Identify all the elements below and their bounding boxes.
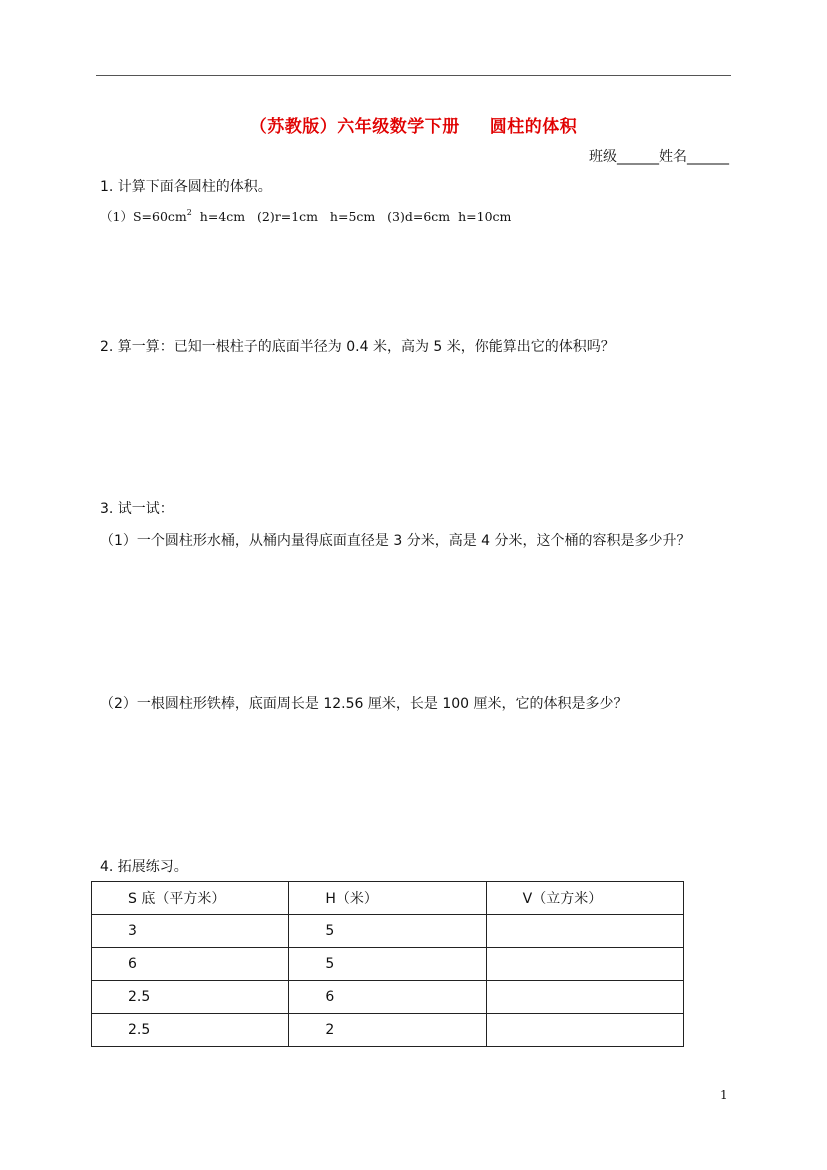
- table-cell: 5: [289, 948, 486, 981]
- table-header-row: [92, 882, 684, 915]
- table-row: [92, 981, 684, 1014]
- table-cell: 2: [289, 1014, 486, 1047]
- q1-sub1-post: h=4cm (2)r=1cm h=5cm (3)d=6cm h=10cm: [191, 209, 512, 224]
- table-header-cell: S 底（平方米）: [92, 882, 289, 915]
- question-3: 3. 试一试：: [100, 501, 174, 517]
- question-2: 2. 算一算：已知一根柱子的底面半径为 0.4 米，高为 5 米，你能算出它的体积吗？: [100, 339, 615, 355]
- question-3-part-2: （2）一根圆柱形铁棒，底面周长是 12.56 厘米，长是 100 厘米，它的体积是多少？: [100, 696, 628, 712]
- table-header-cell: V（立方米）: [486, 882, 683, 915]
- table-cell: 6: [92, 948, 289, 981]
- q1-sub1-pre: （1）S=60cm: [100, 209, 187, 224]
- table-cell: 3: [92, 915, 289, 948]
- table-cell-answer[interactable]: [486, 948, 683, 981]
- table-cell: 6: [289, 981, 486, 1014]
- question-1-subparts: [100, 207, 511, 225]
- expansion-table: [91, 881, 684, 1047]
- table-cell-answer[interactable]: [486, 981, 683, 1014]
- question-1: 1. 计算下面各圆柱的体积。: [100, 179, 272, 195]
- table-cell: 2.5: [92, 1014, 289, 1047]
- q1-sup: 2: [186, 208, 192, 217]
- table-row: [92, 915, 684, 948]
- question-4: 4. 拓展练习。: [100, 859, 188, 875]
- header-rule: [96, 75, 731, 76]
- page-number: 1: [720, 1088, 728, 1102]
- table-row: [92, 1014, 684, 1047]
- table-header-cell: H（米）: [289, 882, 486, 915]
- page-title: [0, 112, 827, 137]
- table-cell: 5: [289, 915, 486, 948]
- title-part-a: （苏教版）六年级数学下册: [249, 117, 460, 137]
- table-row: [92, 948, 684, 981]
- title-part-b: 圆柱的体积: [489, 117, 578, 137]
- question-3-part-1: （1）一个圆柱形水桶，从桶内量得底面直径是 3 分米，高是 4 分米，这个桶的容积是多少升？: [100, 533, 691, 549]
- table-cell: 2.5: [92, 981, 289, 1014]
- table-cell-answer[interactable]: [486, 1014, 683, 1047]
- class-name-line: 班级______姓名______: [589, 149, 729, 165]
- table-cell-answer[interactable]: [486, 915, 683, 948]
